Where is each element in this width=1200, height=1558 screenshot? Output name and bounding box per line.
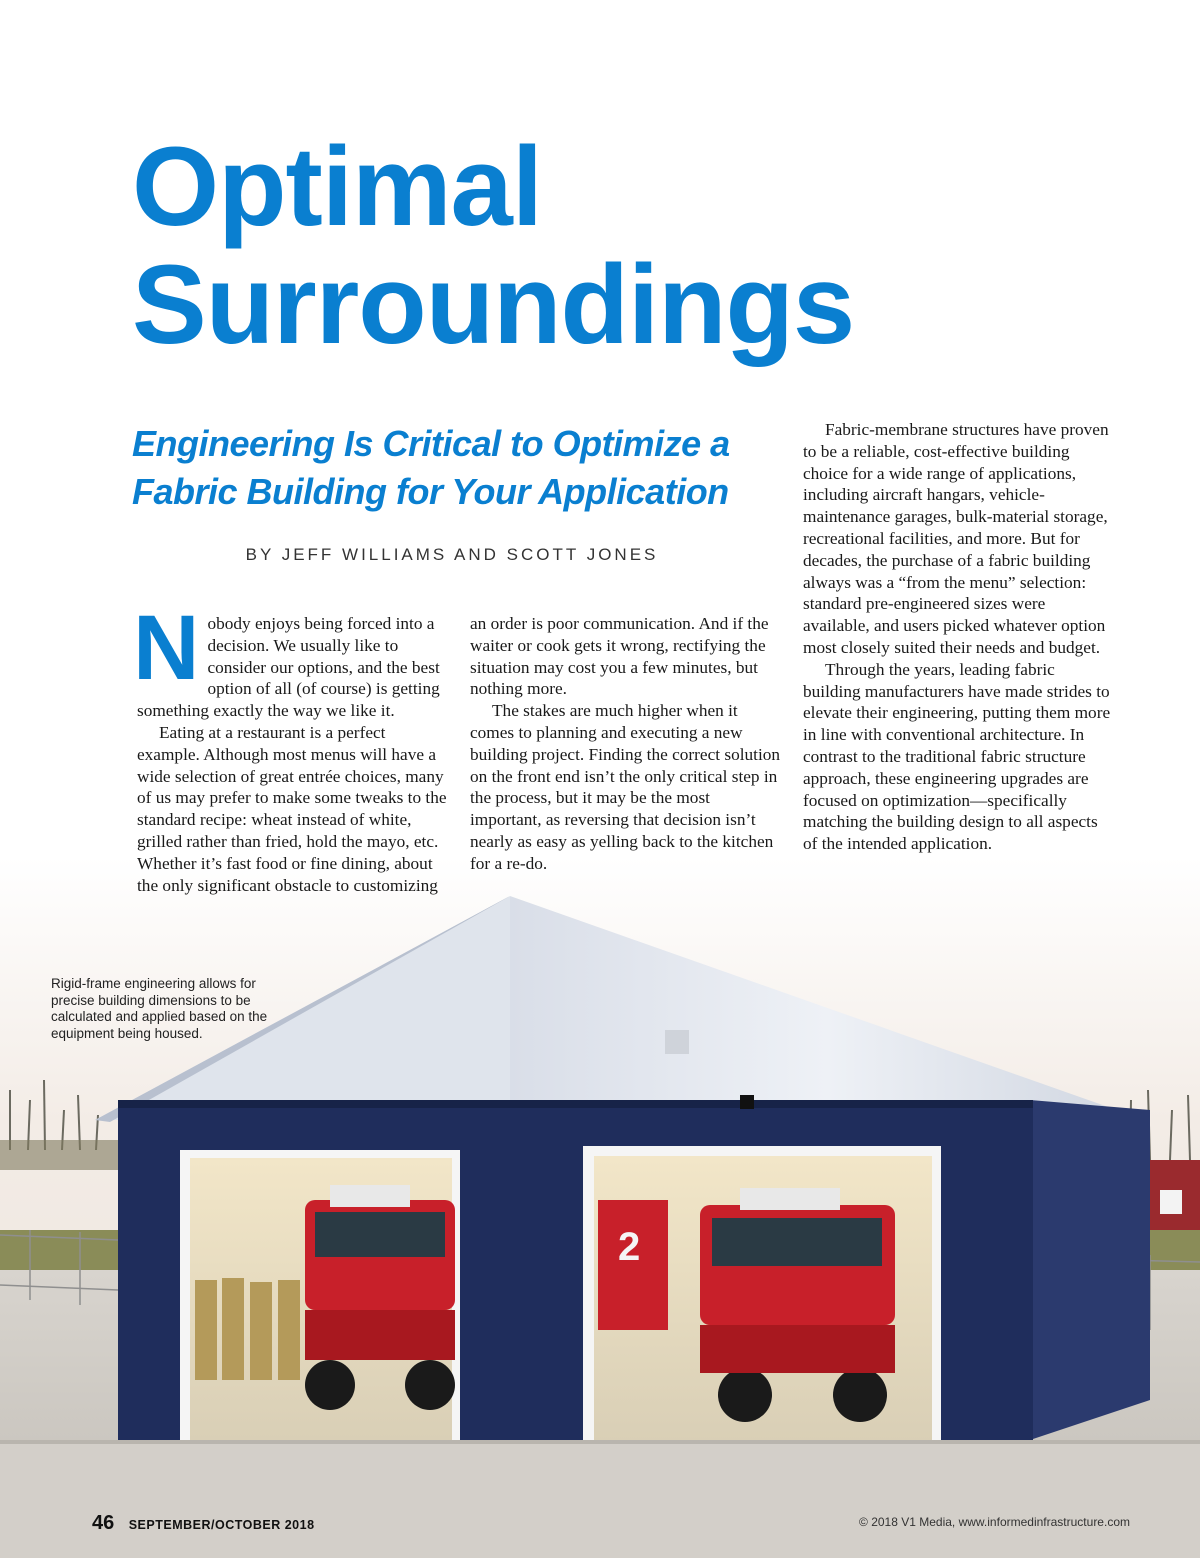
paragraph-text: obody enjoys being forced into a decision. We usually like to consider our options, and the best option of all (of course) is getting something exactly the way we like it. xyxy=(137,614,440,721)
paragraph: an order is poor communication. And if the waiter or cook gets it wrong, rectifying the situation may cost you a few minutes, but nothing more. xyxy=(470,614,769,699)
page-number: 46 xyxy=(92,1512,115,1534)
paragraph: Through the years, leading fabric building manufacturers have made strides to elevate their engineering, putting them more in line with conventional architecture. In contrast to the traditional fabric structure approach, these engineering upgrades are focused on optimization—specifically matching the building design to all aspects of the intended application. xyxy=(803,659,1111,854)
paragraph: Fabric-membrane structures have proven to be a reliable, cost-effective building choice for a wide range of applications, including aircraft hangars, vehicle-maintenance garages, bulk-material storage, recreational facilities, and more. But for decades, the purchase of a fabric building always was a “from the menu” selection: standard pre-engineered sizes were available, and users picked whatever option most closely suited their needs and budget. xyxy=(803,420,1109,657)
body-column-2 xyxy=(470,613,782,875)
folio xyxy=(92,1512,315,1535)
paragraph: Eating at a restaurant is a perfect example. Although most menus will have a wide selection of great entrée choices, many of us may prefer to make some tweaks to the standard recipe: wheat instead of white, grilled rather than fried, hold the mayo, etc. Whether it’s fast food or fine dining, about the only significant obstacle to customizing xyxy=(137,722,447,895)
byline: BY JEFF WILLIAMS AND SCOTT JONES xyxy=(245,545,659,564)
drop-cap: N xyxy=(133,597,200,699)
truck-number: 2 xyxy=(618,1225,641,1269)
body-column-1 xyxy=(133,597,449,896)
issue-date: SEPTEMBER/OCTOBER 2018 xyxy=(128,1518,315,1532)
title-line-2: Surroundings xyxy=(132,242,855,367)
paragraph: The stakes are much higher when it comes to planning and executing a new building project. Finding the correct solution on the front end isn’t the only critical step in the process, but it may be the most important, as reversing that decision isn’t nearly as easy as yelling back to the kitchen for a re-do. xyxy=(470,701,781,873)
copyright-notice: © 2018 V1 Media, www.informedinfrastructure.com xyxy=(859,1515,1130,1529)
subtitle-line-1: Engineering Is Critical to Optimize a xyxy=(132,423,730,464)
body-column-3 xyxy=(803,419,1115,855)
paragraph xyxy=(133,597,449,722)
article-subtitle xyxy=(132,420,792,516)
title-line-1: Optimal xyxy=(132,124,542,249)
article-title xyxy=(132,124,855,367)
subtitle-line-2: Fabric Building for Your Application xyxy=(132,471,729,512)
photo-caption: Rigid-frame engineering allows for precise building dimensions to be calculated and applied based on the equipment being housed. xyxy=(51,976,268,1041)
